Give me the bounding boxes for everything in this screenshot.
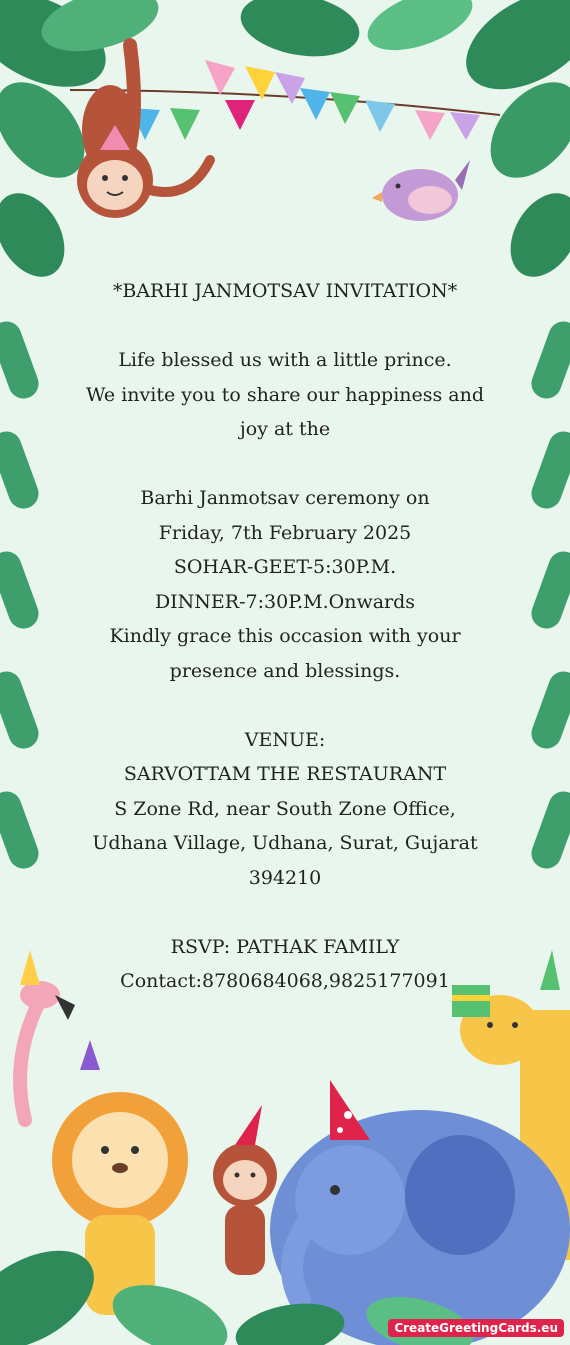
contact-line: Contact:8780684068,9825177091 <box>120 970 450 992</box>
venue-pincode: 394210 <box>248 866 322 889</box>
invitation-title: *BARHI JANMOTSAV INVITATION* <box>112 280 458 302</box>
grace-line-2: presence and blessings. <box>169 659 401 682</box>
venue-name: SARVOTTAM THE RESTAURANT <box>123 763 447 785</box>
sohar-geet-time: SOHAR-GEET-5:30P.M. <box>173 556 397 578</box>
venue-label: VENUE: <box>244 728 326 751</box>
date-line: Friday, 7th February 2025 <box>158 521 412 544</box>
intro-line-1: Life blessed us with a little prince. <box>118 349 452 371</box>
bird-icon <box>372 160 470 221</box>
grace-line-1: Kindly grace this occasion with your <box>109 625 461 647</box>
ceremony-line: Barhi Janmotsav ceremony on <box>140 487 430 509</box>
venue-address-1: S Zone Rd, near South Zone Office, <box>114 797 456 820</box>
venue-address-2: Udhana Village, Udhana, Surat, Gujarat <box>92 832 478 854</box>
intro-line-2: We invite you to share our happiness and <box>85 383 485 406</box>
dinner-time: DINNER-7:30P.M.Onwards <box>154 590 416 613</box>
small-monkey-icon <box>213 1105 277 1275</box>
intro-line-3: joy at the <box>239 418 331 440</box>
invitation-text <box>40 274 530 999</box>
brand-watermark[interactable]: CreateGreetingCards.eu <box>388 1319 564 1337</box>
rsvp-line: RSVP: PATHAK FAMILY <box>170 935 400 958</box>
